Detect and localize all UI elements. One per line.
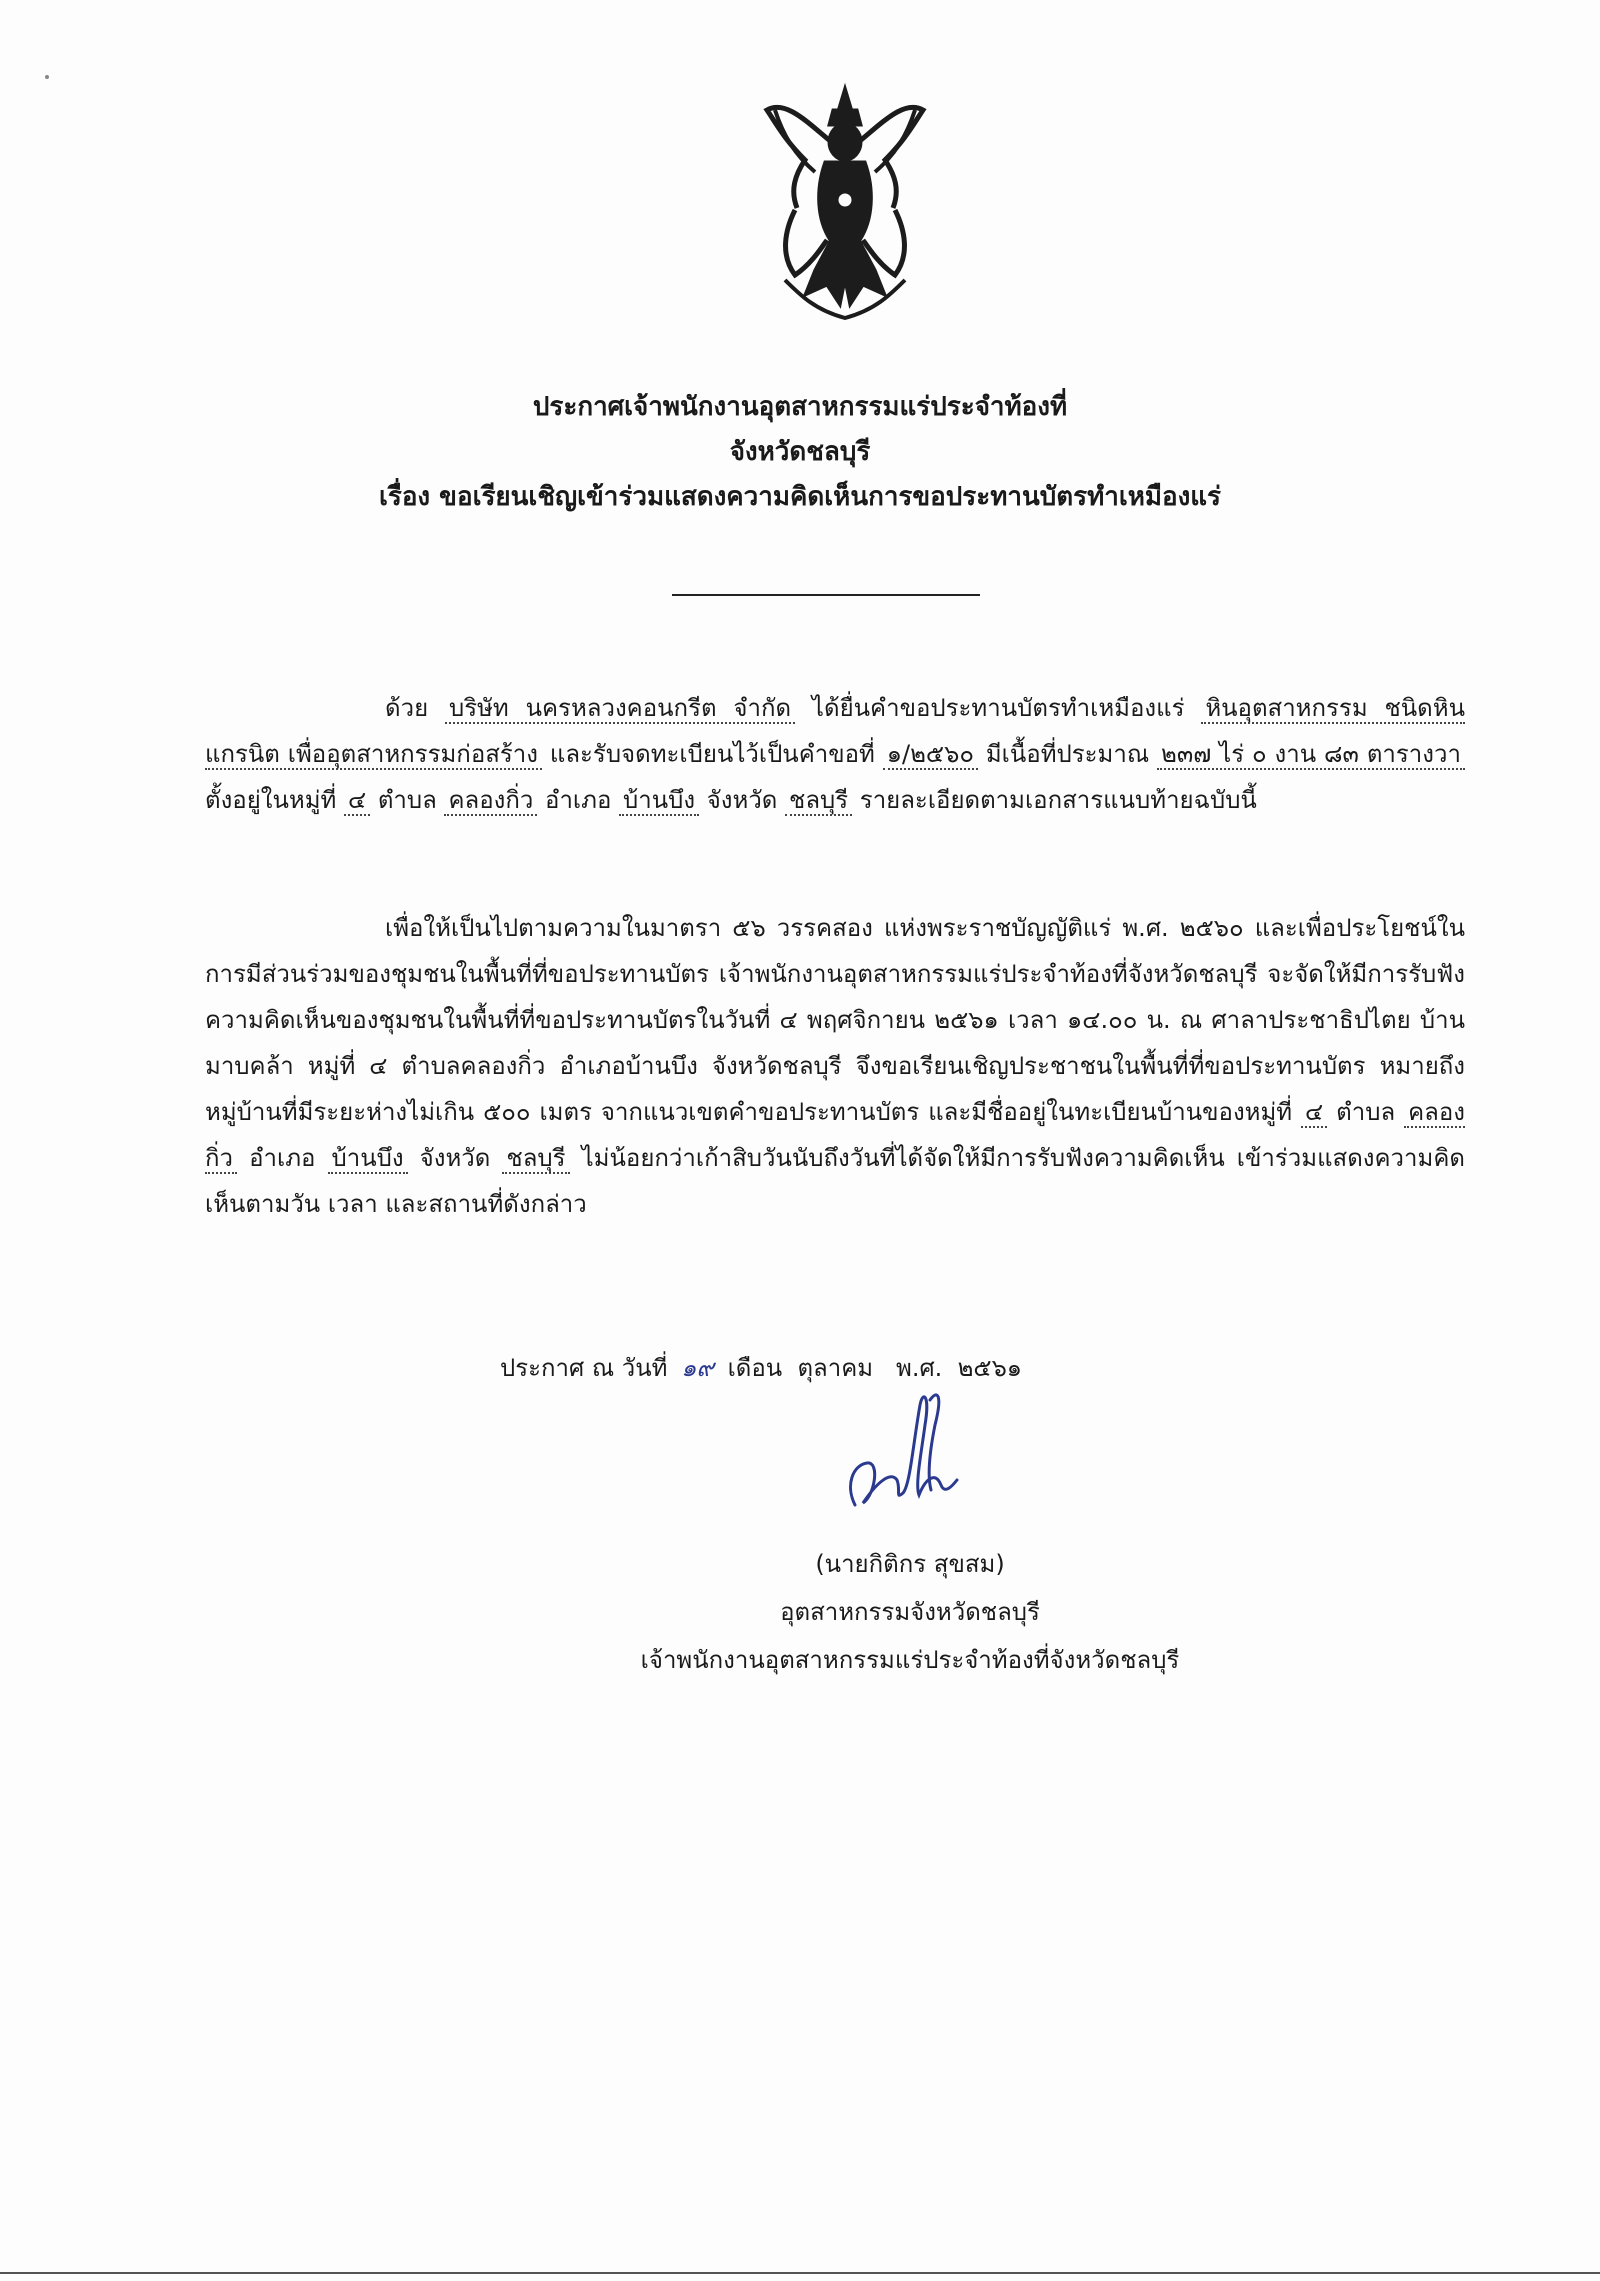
paragraph-request — [205, 685, 1465, 823]
text-fragment: พ.ศ. — [896, 1354, 943, 1382]
announcement-title: ประกาศเจ้าพนักงานอุตสาหกรรมแร่ประจำท้องที่ — [532, 392, 1068, 422]
signatory-position-2: เจ้าพนักงานอุตสาหกรรมแร่ประจำท้องที่จังหวัดชลบุรี — [640, 1646, 1180, 1674]
tambon-name: คลองกิ่ว — [205, 1098, 1465, 1172]
amphoe-name: บ้านบึง — [619, 786, 699, 816]
garuda-emblem-icon — [755, 80, 935, 325]
text-fragment: และรับจดทะเบียนไว้เป็นคำขอที่ — [549, 740, 875, 768]
text-fragment: จังหวัด — [706, 786, 778, 814]
heading-divider — [672, 594, 980, 596]
text-fragment: ตำบล — [1336, 1098, 1396, 1126]
signatory-position-1: อุตสาหกรรมจังหวัดชลบุรี — [780, 1598, 1040, 1626]
text-fragment: ไม่น้อยกว่าเก้าสิบวันนับถึงวันที่ได้จัดให้มีการรับฟังความคิดเห็น เข้าร่วมแสดงความคิดเห็นตามวัน เวลา และสถานที่ดังกล่าว — [205, 1144, 1465, 1218]
text-fragment: เพื่อให้เป็นไปตามความในมาตรา ๕๖ วรรคสอง แห่งพระราชบัญญัติแร่ พ.ศ. ๒๕๖๐ และเพื่อประโยชน์ในการมีส่วนร่วมของชุมชนในพื้นที่ที่ขอประทานบัตร เจ้าพนักงานอุตสาหกรรมแร่ประจำท้องที่จังหวัดชลบุรี จะจัดให้มีการรับฟังความคิดเห็นของชุมชนในพื้นที่ที่ขอประทานบัตรในวันที่ ๔ พฤศจิกายน ๒๕๖๑ เวลา ๑๔.๐๐ น. ณ ศาลาประชาธิปไตย บ้านมาบคล้า หมู่ที่ ๔ ตำบลคลองกิ่ว อำเภอบ้านบึง จังหวัดชลบุรี จึงขอเรียนเชิญประชาชนในพื้นที่ที่ขอประทานบัตร หมายถึง หมู่บ้านที่มีระยะห่างไม่เกิน ๕๐๐ เมตร จากแนวเขตคำขอประทานบัตร และมีชื่ออยู่ในทะเบียนบ้านของหมู่ที่ — [205, 914, 1465, 1126]
moo-number: ๔ — [1301, 1098, 1327, 1128]
date-day: ๑๙ — [681, 1354, 714, 1382]
text-fragment: ตั้งอยู่ในหมู่ที่ — [205, 786, 337, 814]
tambon-name: คลองกิ่ว — [444, 786, 537, 816]
province-name: ชลบุรี — [502, 1144, 569, 1174]
page-bottom-edge — [0, 2272, 1600, 2274]
moo-number: ๔ — [344, 786, 370, 816]
company-name: บริษัท นครหลวงคอนกรีต จำกัด — [445, 694, 795, 724]
announcement-province: จังหวัดชลบุรี — [729, 437, 871, 467]
date-month: ตุลาคม — [797, 1354, 874, 1382]
text-fragment: ได้ยื่นคำขอประทานบัตรทำเหมืองแร่ — [811, 694, 1185, 722]
text-fragment: ตำบล — [377, 786, 437, 814]
signatory-name: (นายกิติกร สุขสม) — [815, 1550, 1005, 1578]
province-name: ชลบุรี — [785, 786, 852, 816]
text-fragment: อำเภอ — [249, 1144, 316, 1172]
date-year: ๒๕๖๑ — [957, 1354, 1023, 1382]
text-fragment: จังหวัด — [419, 1144, 491, 1172]
scan-speck — [45, 75, 49, 79]
text-fragment: ด้วย — [385, 694, 429, 722]
handwritten-signature-icon — [835, 1385, 965, 1520]
area-size: ๒๓๗ ไร่ ๐ งาน ๘๓ ตารางวา — [1157, 740, 1465, 770]
mineral-type: หินอุตสาหกรรม ชนิดหินแกรนิต เพื่ออุตสาหกรรมก่อสร้าง — [205, 694, 1465, 768]
announcement-subject: เรื่อง ขอเรียนเชิญเข้าร่วมแสดงความคิดเห็นการขอประทานบัตรทำเหมืองแร่ — [378, 482, 1222, 512]
text-fragment: เดือน — [727, 1354, 783, 1382]
text-fragment: อำเภอ — [545, 786, 612, 814]
amphoe-name: บ้านบึง — [328, 1144, 408, 1174]
paragraph-invitation — [205, 905, 1465, 1227]
text-fragment: รายละเอียดตามเอกสารแนบท้ายฉบับนี้ — [859, 786, 1257, 814]
text-fragment: ประกาศ ณ วันที่ — [500, 1354, 668, 1382]
text-fragment: มีเนื้อที่ประมาณ — [985, 740, 1150, 768]
request-number: ๑/๒๕๖๐ — [883, 740, 978, 770]
